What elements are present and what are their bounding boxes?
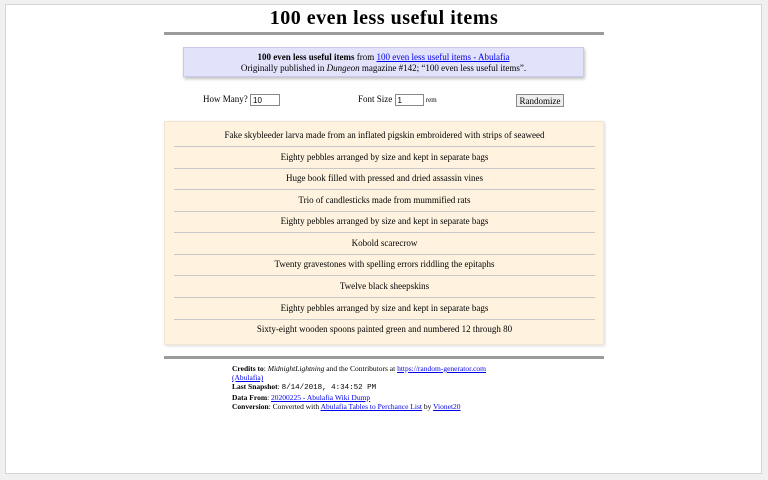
title-divider: [164, 32, 604, 35]
source-from: from: [356, 52, 375, 62]
list-item: Eighty pebbles arranged by size and kept in separate bags: [174, 298, 595, 320]
items-list: [164, 121, 604, 345]
list-item: Sixty-eight wooden spoons painted green and numbered 12 through 80: [256, 324, 513, 334]
source-name: 100 even less useful items: [257, 52, 355, 62]
list-item: Fake skybleeder larva made from an inflated pigskin embroidered with strips of seaweed: [174, 125, 595, 147]
font-size-control: [358, 94, 437, 106]
conversion-by: by: [423, 402, 432, 411]
list-item: Eighty pebbles arranged by size and kept in separate bags: [174, 211, 595, 233]
credits-author: MidnightLightning: [267, 364, 325, 373]
magazine-name: Dungeon: [326, 63, 360, 73]
font-size-input[interactable]: [395, 94, 424, 106]
font-size-label: Font Size: [358, 94, 393, 105]
source-link[interactable]: 100 even less useful items - Abulafia: [376, 52, 510, 62]
source-info-box: [183, 47, 584, 77]
list-item: Twelve black sheepskins: [174, 276, 595, 298]
conversion-link[interactable]: Abulafia Tables to Perchance List: [320, 402, 422, 411]
conversion-line: Conversion: Converted with Abulafia Tables to Perchance List by Vionet20: [232, 402, 461, 411]
how-many-input[interactable]: [250, 94, 280, 106]
publication-prefix: Originally published in: [240, 63, 325, 73]
footer-divider: [164, 356, 604, 359]
conversion-text: Converted with: [272, 402, 320, 411]
list-item: Twenty gravestones with spelling errors riddling the epitaphs: [174, 254, 595, 276]
list-item: Eighty pebbles arranged by size and kept in separate bags: [174, 147, 595, 169]
credits-link[interactable]: https://random-generator.com: [397, 364, 487, 373]
publication-line: [184, 63, 583, 74]
credits-label: Credits to: [232, 364, 264, 373]
snapshot-label: Last Snapshot: [232, 382, 278, 391]
credits-line: Credits to: MidnightLightning and the Contributors at https://random-generator.com: [232, 364, 487, 373]
data-from-line: Data From: 20200225 - Abulafia Wiki Dump: [232, 393, 371, 402]
abulafia-link[interactable]: (Abulafia): [232, 373, 264, 382]
publication-suffix: magazine #142; “100 even less useful items”.: [361, 63, 527, 73]
credits-block: [232, 364, 522, 411]
list-item: Trio of candlesticks made from mummified rats: [174, 190, 595, 212]
font-size-unit: rem: [425, 96, 437, 105]
source-line: [184, 52, 583, 63]
list-item: Huge book filled with pressed and dried assassin vines: [174, 168, 595, 190]
data-from-link[interactable]: 20200225 - Abulafia Wiki Dump: [271, 393, 371, 402]
page-title: 100 even less useful items: [269, 7, 499, 29]
conversion-label: Conversion: [232, 402, 269, 411]
how-many-label: How Many?: [203, 94, 248, 105]
snapshot-value: 8/14/2018, 4:34:52 PM: [281, 384, 377, 392]
credits-text: and the Contributors at: [326, 364, 396, 373]
snapshot-line: Last Snapshot: 8/14/2018, 4:34:52 PM: [232, 382, 377, 392]
how-many-control: [203, 94, 280, 106]
list-item: Kobold scarecrow: [174, 233, 595, 255]
data-from-label: Data From: [232, 393, 268, 402]
conversion-author-link[interactable]: Vionet20: [433, 402, 461, 411]
randomize-button[interactable]: Randomize: [516, 94, 564, 107]
credits-line-2: [232, 373, 522, 382]
